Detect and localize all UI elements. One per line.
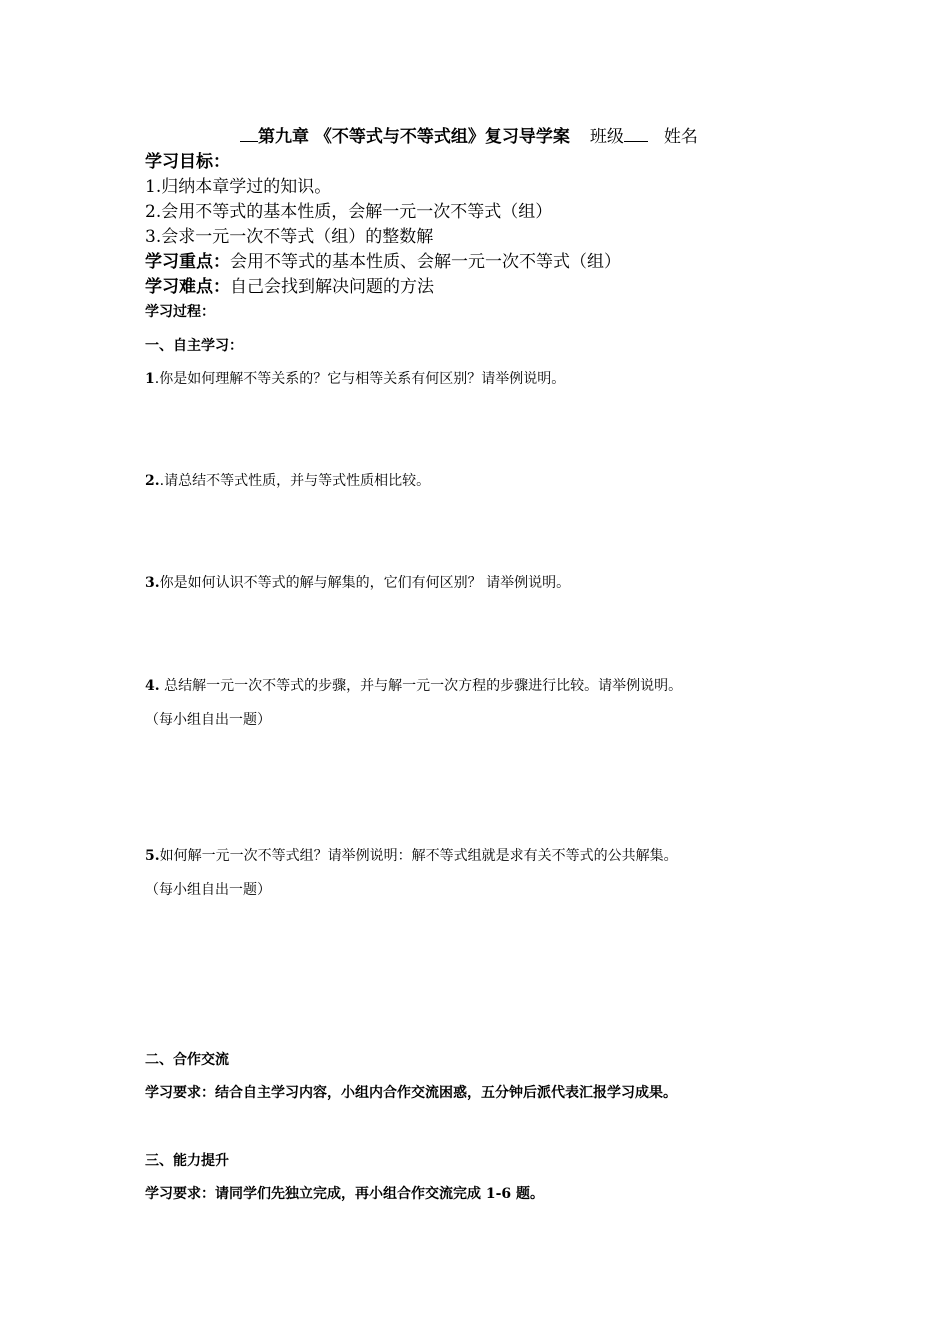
difficulty (145, 276, 434, 298)
objective-item-1: 1.归纳本章学过的知识。 (145, 177, 332, 197)
title-leading-blank (240, 141, 258, 142)
question-number: 3. (145, 575, 160, 591)
difficulty-label: 学习难点： (145, 277, 230, 297)
section2-requirement: 学习要求：结合自主学习内容，小组内合作交流困惑，五分钟后派代表汇报学习成果。 (145, 1085, 677, 1101)
section1-heading: 一、自主学习： (145, 338, 243, 354)
question-3 (145, 573, 570, 593)
question-text: .你是如何理解不等关系的？它与相等关系有何区别？请举例说明。 (154, 371, 566, 387)
difficulty-text: 自己会找到解决问题的方法 (230, 277, 434, 297)
question-number: 2. (145, 473, 160, 489)
question-4-note: （每小组自出一题） (145, 712, 271, 728)
key-point (145, 251, 621, 273)
document-title (240, 126, 698, 148)
question-4 (145, 676, 682, 696)
question-5 (145, 846, 678, 866)
question-text: 总结解一元一次不等式的步骤，并与解一元一次方程的步骤进行比较。请举例说明。 (159, 678, 683, 694)
key-point-text: 会用不等式的基本性质、会解一元一次不等式（组） (230, 252, 621, 272)
question-text: 你是如何认识不等式的解与解集的，它们有何区别？ 请举例说明。 (159, 575, 571, 591)
question-2 (145, 471, 430, 491)
section3-heading: 三、能力提升 (145, 1153, 229, 1169)
objectives-heading: 学习目标： (145, 152, 230, 172)
question-text: .请总结不等式性质，并与等式性质相比较。 (159, 473, 431, 489)
class-label: 班级 (589, 127, 624, 147)
name-label: 姓名 (663, 127, 698, 147)
objective-item-3: 3.会求一元一次不等式（组）的整数解 (145, 227, 434, 247)
title-main: 第九章 《不等式与不等式组》复习导学案 (258, 127, 570, 147)
section2-heading: 二、合作交流 (145, 1052, 229, 1068)
question-number: 1 (145, 371, 155, 387)
process-heading: 学习过程： (145, 304, 215, 320)
question-text: 如何解一元一次不等式组？请举例说明：解不等式组就是求有关不等式的公共解集。 (159, 848, 678, 864)
question-5-note: （每小组自出一题） (145, 882, 271, 898)
question-number: 4. (145, 678, 160, 694)
class-blank (624, 141, 648, 142)
key-point-label: 学习重点： (145, 252, 230, 272)
section3-requirement: 学习要求：请同学们先独立完成，再小组合作交流完成 1-6 题。 (145, 1186, 545, 1202)
objective-item-2: 2.会用不等式的基本性质，会解一元一次不等式（组） (145, 202, 553, 222)
question-1 (145, 369, 565, 389)
question-number: 5. (145, 848, 160, 864)
